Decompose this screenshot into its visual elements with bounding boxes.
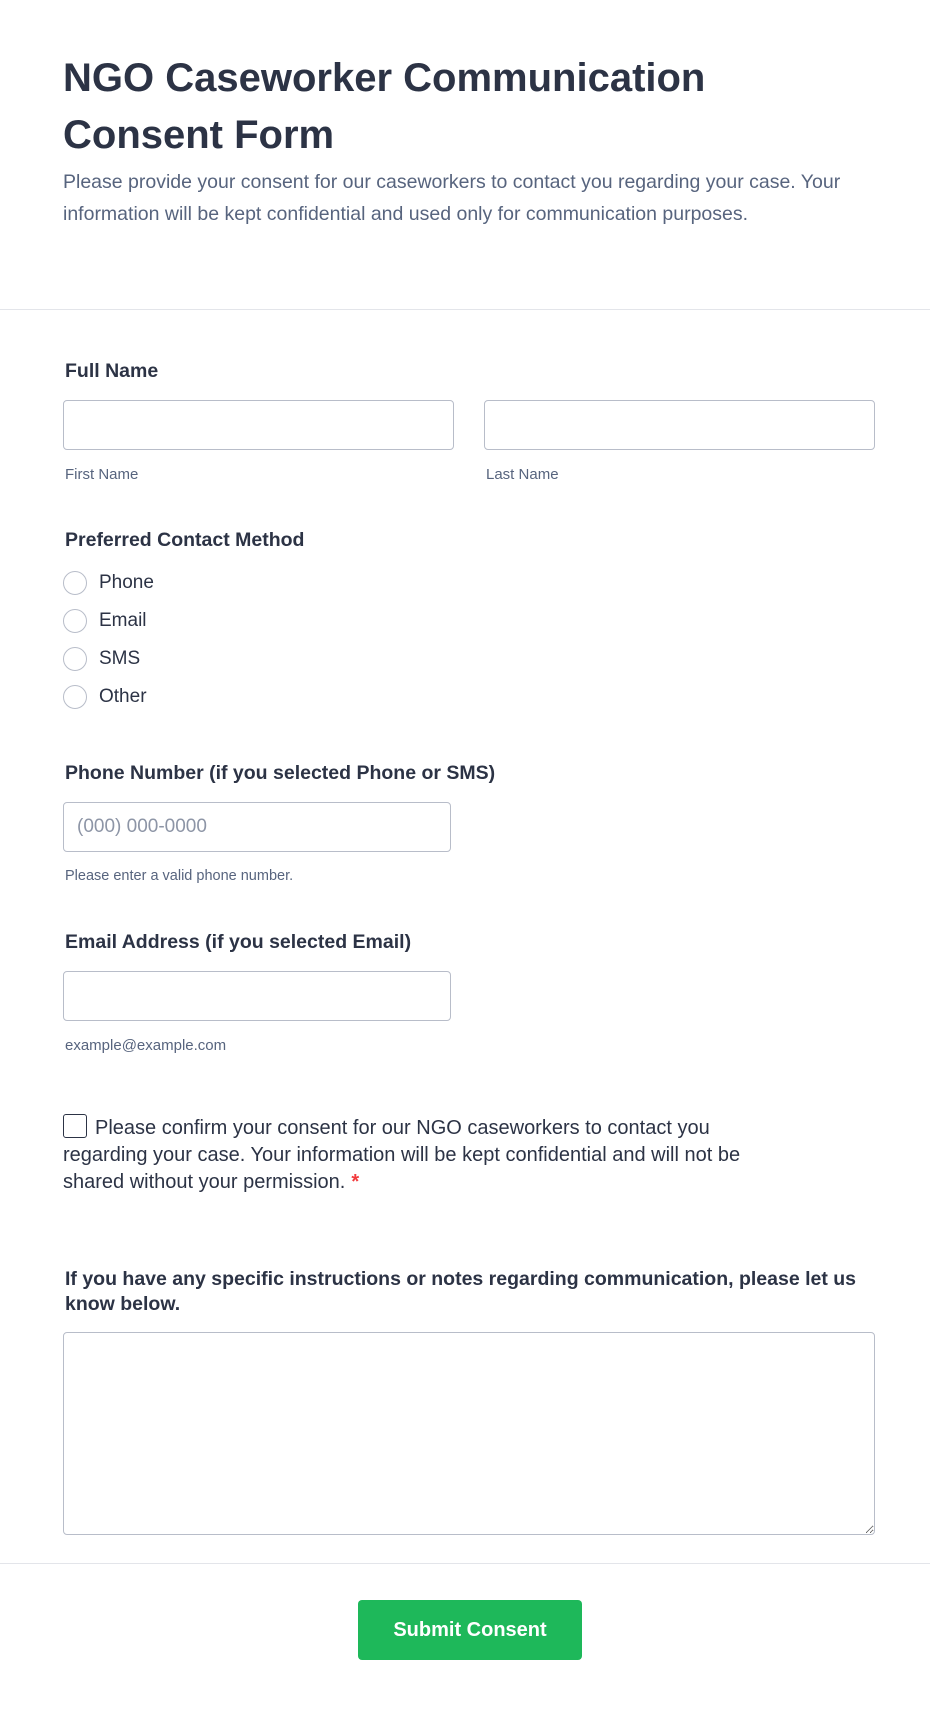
notes-textarea[interactable] [63, 1332, 875, 1535]
consent-field [63, 1114, 773, 1196]
form-footer [0, 1564, 930, 1711]
required-asterisk: * [351, 1171, 360, 1193]
radio-button[interactable] [63, 685, 87, 709]
radio-label: SMS [99, 648, 141, 669]
last-name-input[interactable] [484, 400, 875, 450]
consent-checkbox[interactable] [63, 1114, 87, 1138]
form-body [0, 310, 930, 1564]
radio-button[interactable] [63, 609, 87, 633]
submit-consent-button[interactable]: Submit Consent [358, 1600, 582, 1660]
page-subtitle: Please provide your consent for our caseworkers to contact you regarding your case. Your information will be kept confidential and used only for communication purposes. [63, 171, 841, 225]
contact-method-label: Preferred Contact Method [65, 529, 305, 551]
radio-option-sms[interactable] [63, 645, 140, 673]
radio-option-phone[interactable] [63, 569, 154, 597]
radio-label: Other [99, 686, 147, 707]
radio-label: Email [99, 610, 147, 631]
first-name-sublabel: First Name [65, 466, 139, 483]
page-title: NGO Caseworker Communication Consent Form [63, 56, 706, 157]
notes-label: If you have any specific instructions or notes regarding communication, please let us know below. [65, 1268, 857, 1315]
email-input[interactable] [63, 971, 451, 1021]
form-header [0, 0, 930, 310]
first-name-input[interactable] [63, 400, 454, 450]
consent-text: Please confirm your consent for our NGO caseworkers to contact you regarding your case. Your information will be kept confidential and will not be shared without your permission. [63, 1117, 741, 1193]
phone-sublabel: Please enter a valid phone number. [65, 868, 294, 884]
full-name-label: Full Name [65, 360, 159, 382]
phone-input[interactable] [63, 802, 451, 852]
email-label: Email Address (if you selected Email) [65, 931, 412, 953]
last-name-sublabel: Last Name [486, 466, 559, 483]
radio-option-email[interactable] [63, 607, 147, 635]
radio-button[interactable] [63, 571, 87, 595]
radio-button[interactable] [63, 647, 87, 671]
radio-label: Phone [99, 572, 154, 593]
phone-label: Phone Number (if you selected Phone or SMS) [65, 762, 496, 784]
radio-option-other[interactable] [63, 683, 147, 711]
email-sublabel: example@example.com [65, 1037, 227, 1054]
